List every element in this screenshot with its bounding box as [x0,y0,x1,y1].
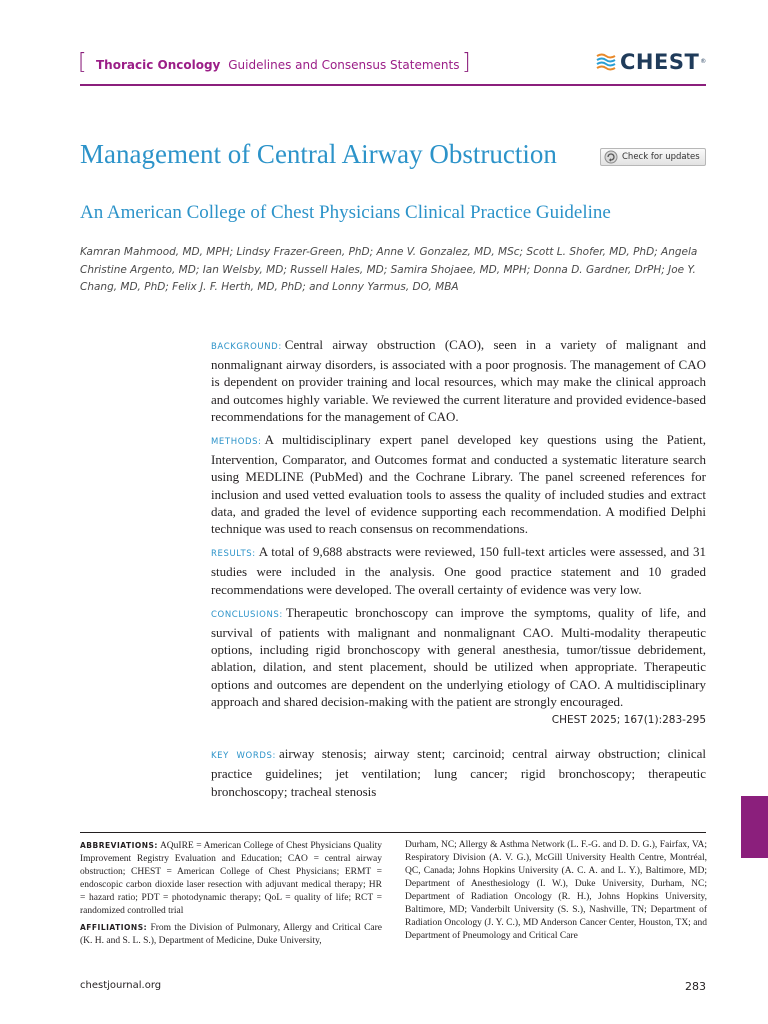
affiliations-continued: Durham, NC; Allergy & Asthma Network (L. F.-G. and D. D. G.), Fairfax, VA; Respiratory Division (A. V. G.), McGill University Health Centre, Montréal, QC, Canada; Johns Hopkins University (A. C. A. and L. Y.), Baltimore, MD; Department of Anesthesiology (I. W.), Duke University, Durham, NC; Department of Radiation Oncology (R. H.), Johns Hopkins University, Baltimore, MD; Vanderbilt University (S. S.), Nashville, TN; Department of Radiation Oncology (J. Y. C.), MD Anderson Cancer Center, Houston, TX; and Department of Pneumology and Critical Care [405,840,707,941]
section-tab [741,796,768,858]
header-rule [80,84,706,86]
methods-text: A multidisciplinary expert panel developed key questions using the Patient, Intervention, Comparator, and Outcomes format and conducted a systematic literature search using MEDLINE (PubMed) and the Cochrane Library. The panel screened references for inclusion and used vetted evaluation tools to assess the quality of included studies and extract data, and graded the level of evidence supporting each recommendation. A modified Delphi technique was used to reach consensus on recommendations. [211,432,706,537]
footnote-rule [80,832,706,833]
chest-logo-text: CHEST® [620,50,707,74]
results-label: RESULTS: [211,549,256,560]
abstract-conclusions [211,604,706,710]
abstract-methods [211,431,706,537]
abbreviations-note [80,839,382,918]
keywords-label: KEY WORDS: [211,751,276,762]
updates-icon [604,150,618,164]
section-name: Thoracic Oncology [96,58,221,72]
page-number: 283 [685,980,706,993]
article-title: Management of Central Airway Obstruction [80,139,557,169]
chest-logo [596,50,708,74]
affiliations-note [80,921,382,948]
affiliations-label: AFFILIATIONS: [80,923,148,932]
conclusions-label: CONCLUSIONS: [211,609,283,620]
chest-logo-icon [596,53,616,71]
abbreviations-text: AQuIRE = American College of Chest Physicians Quality Improvement Registry Evaluation and Education; CAO = central airway obstruction; CHEST = American College of Chest Physicians; ERMT = endoscopic carbon dioxide laser resection with adjuvant medical therapy; HR = hazard ratio; PDT = photodynamic therapy; QoL = quality of life; RCT = randomized controlled trial [80,841,382,916]
check-for-updates-button[interactable] [600,148,706,166]
background-text: Central airway obstruction (CAO), seen in a variety of malignant and nonmalignant airway disorders, is associated with a poor prognosis. The management of CAO is dependent on provider training and local resources, which may make the clinical approach and outcomes highly variable. We reviewed the current literature and provided evidence-based recommendations for the management of CAO. [211,337,706,424]
abstract-keywords [211,745,706,800]
author-list: Kamran Mahmood, MD, MPH; Lindsy Frazer-Green, PhD; Anne V. Gonzalez, MD, MSc; Scott L. Shofer, MD, PhD; Angela Christine Argento, MD; Ian Welsby, MD; Russell Hales, MD; Samira Shojaee, MD, MPH; Donna D. Gardner, DrPH; Joe Y. Chang, MD, PhD; Felix J. F. Herth, MD, PhD; and Lonny Yarmus, DO, MBA [80,246,698,293]
abstract-results [211,543,706,598]
footnote-column-right [405,839,707,946]
abstract-background [211,336,706,425]
header-bracket-left: [ [78,50,87,75]
running-header [96,58,459,72]
footnote-column-left [80,839,382,951]
check-for-updates-label: Check for updates [622,152,700,162]
category-name: Guidelines and Consensus Statements [228,58,460,72]
citation: CHEST 2025; 167(1):283-295 [551,714,706,727]
methods-label: METHODS: [211,437,262,448]
abstract [211,336,706,806]
results-text: A total of 9,688 abstracts were reviewed, 150 full-text articles were assessed, and 31 studies were included in the analysis. One good practice statement and 10 graded recommendations were developed. The overall certainty of evidence was very low. [211,544,706,597]
abbreviations-label: ABBREVIATIONS: [80,841,158,850]
keywords-text: airway stenosis; airway stent; carcinoid; central airway obstruction; clinical practice guidelines; jet ventilation; lung cancer; rigid bronchoscopy; therapeutic bronchoscopy; tracheal stenosis [211,746,706,799]
header-bracket-right: ] [462,50,471,75]
affiliations-text: From the Division of Pulmonary, Allergy and Critical Care (K. H. and S. L. S.), Department of Medicine, Duke University, [80,923,383,946]
journal-url[interactable]: chestjournal.org [80,980,162,991]
article-subtitle: An American College of Chest Physicians Clinical Practice Guideline [80,202,611,223]
background-label: BACKGROUND: [211,342,282,352]
conclusions-text: Therapeutic bronchoscopy can improve the symptoms, quality of life, and survival of patients with malignant and nonmalignant CAO. Multi-modality therapeutic options, including rigid bronchoscopy with general anesthesia, tumor/tissue debridement, ablation, dilation, and stent placement, should be utilized when appropriate. Therapeutic options and outcomes are dependent on the underlying etiology of CAO. A multidisciplinary approach and shared decision-making with the patient are strongly encouraged. [211,604,706,709]
